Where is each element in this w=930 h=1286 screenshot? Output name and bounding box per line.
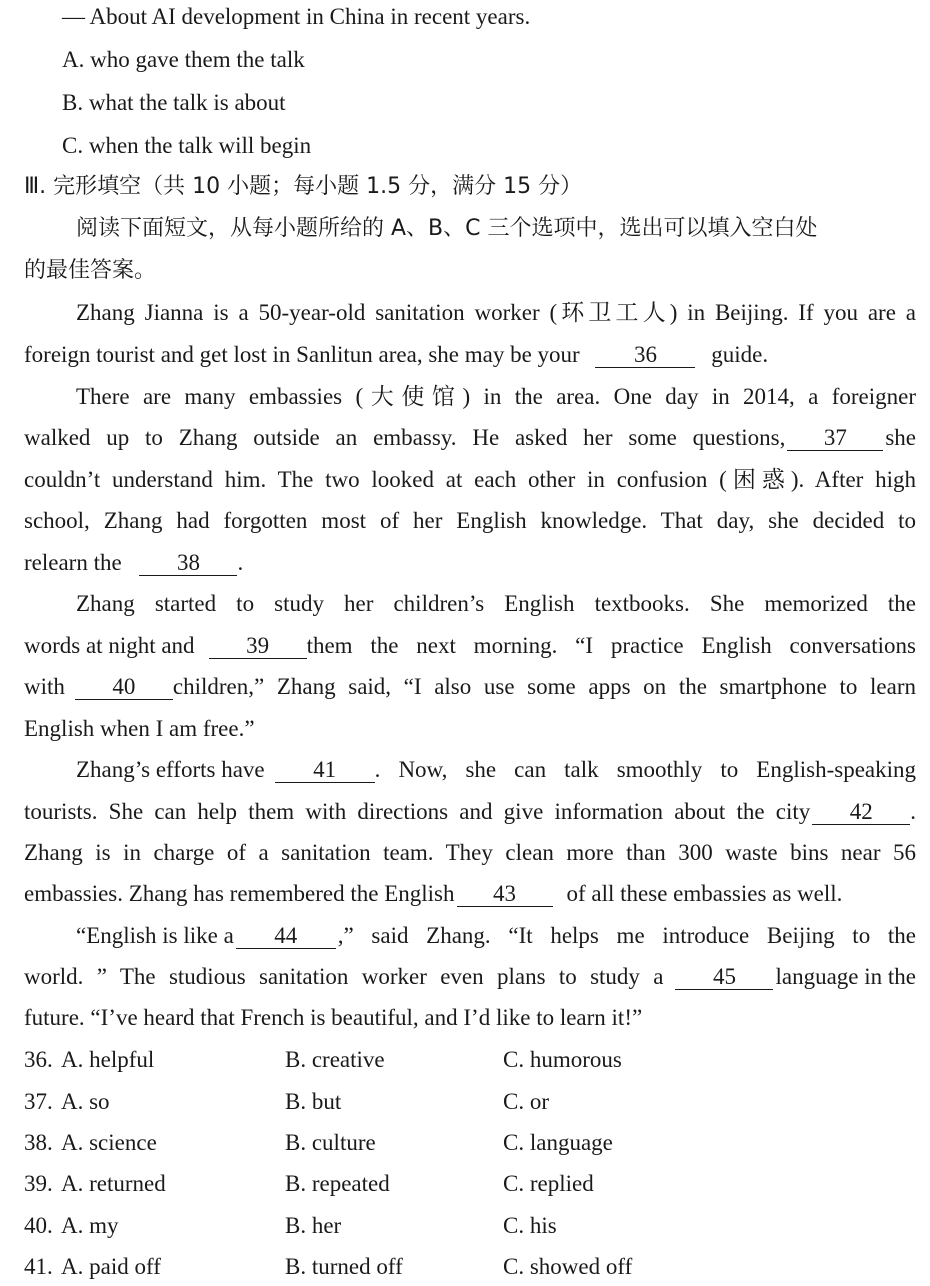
option-b: B. culture	[285, 1130, 376, 1155]
blank-45: 45	[675, 965, 773, 990]
blank-41: 41	[275, 758, 375, 783]
section-instruction: 阅读下面短文，从每小题所给的 A、B、C 三个选项中，选出可以填入空白处	[76, 216, 818, 241]
passage-line: tourists. She can help them with directions and give information about the city 42 .	[24, 799, 916, 824]
blank-38: 38	[139, 551, 237, 576]
option-b: B. but	[285, 1089, 342, 1114]
passage-line: with 40 children,” Zhang said, “I also use some apps on the smartphone to learn	[24, 674, 916, 699]
option-c: C. showed off	[503, 1254, 633, 1279]
passage-line: “English is like a 44 ,” said Zhang. “It helps me introduce Beijing to the	[76, 923, 916, 948]
passage-line: embassies. Zhang has remembered the English 43 of all these embassies as well.	[24, 881, 843, 906]
blank-37: 37	[787, 426, 883, 451]
option-c: C. or	[503, 1089, 549, 1114]
blank-36: 36	[595, 343, 695, 368]
blank-44: 44	[236, 924, 336, 949]
passage-line: walked up to Zhang outside an embassy. He asked her some questions, 37 she	[24, 425, 916, 450]
passage-line: couldn’t understand him. The two looked at each other in confusion (困惑). After high	[24, 467, 916, 492]
option-a: A. helpful	[61, 1047, 155, 1072]
passage-line: future. “I’ve heard that French is beautiful, and I’d like to learn it!”	[24, 1005, 643, 1030]
blank-40: 40	[75, 675, 173, 700]
passage-line: school, Zhang had forgotten most of her English knowledge. That day, she decided to	[24, 508, 916, 533]
option-b: B. turned off	[285, 1254, 403, 1279]
prev-answer-line: — About AI development in China in recent years.	[62, 4, 531, 29]
question-number: 36.	[24, 1047, 53, 1072]
question-number: 39.	[24, 1171, 53, 1196]
section-heading: Ⅲ. 完形填空（共 10 小题；每小题 1.5 分，满分 15 分）	[24, 174, 583, 199]
option-a: A. returned	[61, 1171, 166, 1196]
blank-39: 39	[209, 634, 307, 659]
option-c: C. replied	[503, 1171, 594, 1196]
option-a: A. so	[61, 1089, 110, 1114]
prev-option-a: A. who gave them the talk	[62, 47, 305, 72]
section-instruction-cont: 的最佳答案。	[24, 258, 157, 283]
prev-option-b: B. what the talk is about	[62, 90, 286, 115]
question-number: 40.	[24, 1213, 53, 1238]
passage-line: world. ” The studious sanitation worker even plans to study a 45 language in the	[24, 964, 916, 989]
passage-line: Zhang is in charge of a sanitation team. They clean more than 300 waste bins near 56	[24, 840, 916, 865]
passage-line: relearn the 38 .	[24, 550, 244, 575]
question-number: 38.	[24, 1130, 53, 1155]
option-b: B. her	[285, 1213, 342, 1238]
passage-line: Zhang’s efforts have 41 . Now, she can talk smoothly to English-speaking	[76, 757, 916, 782]
passage-line: words at night and 39 them the next morning. “I practice English conversations	[24, 633, 916, 658]
option-c: C. language	[503, 1130, 613, 1155]
question-number: 37.	[24, 1089, 53, 1114]
question-number: 41.	[24, 1254, 53, 1279]
passage-line: foreign tourist and get lost in Sanlitun area, she may be your 36 guide.	[24, 342, 769, 367]
option-a: A. science	[61, 1130, 157, 1155]
option-c: C. his	[503, 1213, 557, 1238]
option-b: B. creative	[285, 1047, 385, 1072]
passage-line: Zhang Jianna is a 50-year-old sanitation worker (环卫工人) in Beijing. If you are a	[76, 300, 916, 325]
prev-option-c: C. when the talk will begin	[62, 133, 312, 158]
option-b: B. repeated	[285, 1171, 390, 1196]
option-c: C. humorous	[503, 1047, 622, 1072]
passage-line: There are many embassies (大使馆) in the area. One day in 2014, a foreigner	[76, 384, 916, 409]
option-a: A. paid off	[61, 1254, 161, 1279]
blank-42: 42	[812, 800, 910, 825]
passage-line: Zhang started to study her children’s English textbooks. She memorized the	[76, 591, 916, 616]
passage-line: English when I am free.”	[24, 716, 255, 741]
option-a: A. my	[61, 1213, 119, 1238]
blank-43: 43	[457, 882, 553, 907]
